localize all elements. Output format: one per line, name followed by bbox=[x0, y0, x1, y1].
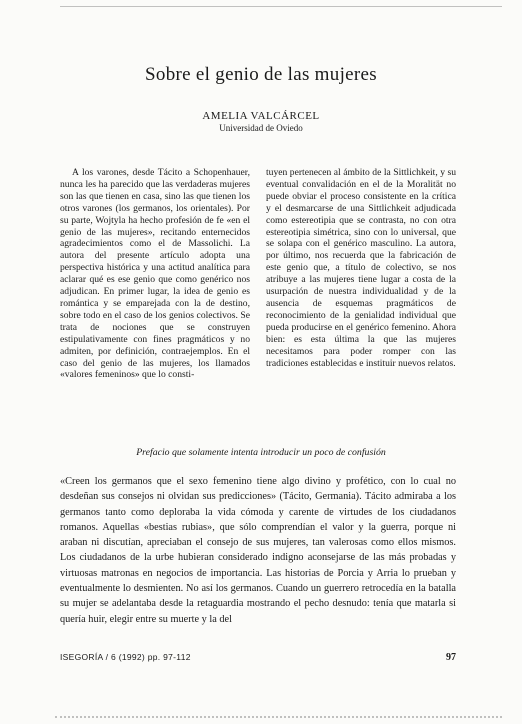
body-text bbox=[60, 474, 456, 627]
author-affiliation: Universidad de Oviedo bbox=[219, 123, 303, 133]
body-paragraph: «Creen los germanos que el sexo femenino tiene algo divino y profético, con lo cual no desdeñan sus consejos ni olvidan sus predicciones» (Tácito, Germania). Tácito admiraba a los germanos tanto como deploraba la vida cómoda y carente de virtudes de los ciudadanos romanos. Aquellas «bestias rubias», que sólo comprendían el valor y la guerra, porque ni araban ni discutían, apreciaban el consejo de sus mujeres, tan valerosas como ellos mismos. Los ciudadanos de la urbe hubieran considerado indigno aconsejarse de las más probadas y virtuosas matronas en negocios de importancia. Las historias de Porcia y Arria lo prueban y eventualmente lo desmienten. No así los germanos. Cuando un guerrero retrocedía en la batalla su mujer se adelantaba desde la retaguardia mostrando el pecho desnudo: tenía que matarla si quería huir, elegir entre su muerte y la del bbox=[60, 476, 456, 625]
scan-bottom-edge bbox=[55, 716, 502, 718]
abstract-column-right bbox=[266, 167, 456, 381]
abstract-columns bbox=[60, 167, 456, 381]
scan-edge-mark bbox=[60, 6, 502, 17]
abstract-paragraph: A los varones, desde Tácito a Schopenhauer, nunca les ha parecido que las verdaderas mujeres son las que tienen en casa, sino las que tienen los otros varones (los germanos, los orientales). Por su parte, Wojtyla ha hecho profesión de fe «en el genio de las mujeres», recitando enternecidos agradecimientos como el de Massolichi. La autora del presente artículo adopta una perspectiva histórica y una actitud analítica para aclarar qué es ese genio que como genérico nos adjudican. En primer lugar, la idea de genio es romántica y se emparejada con la de destino, sobre todo en el caso de los genios colectivos. Se trata de nociones que se construyen estipulativamente con fines pragmáticos y no admiten, por definición, contraejemplos. En el caso del genio de las mujeres, los llamados «valores femeninos» que lo consti- bbox=[60, 167, 250, 381]
abstract-paragraph: tuyen pertenecen al ámbito de la Sittlichkeit, y su eventual convalidación en el de la Moralität no puede obviar el proceso consistente en la crítica y el desmarcarse de una Sittlichkeit adjudicada como estereotipia que se contrasta, no con otra estereotipia simétrica, sino con lo universal, que se solapa con el genérico masculino. La autora, por último, nos recuerda que la fabricación de este genio que, a título de colectivo, se nos atribuye a las mujeres tiene lugar a costa de la usurpación de nuestra individualidad y de la ausencia de esquemas pragmáticos de reconocimiento de la genialidad individual que pueda producirse en el genérico femenino. Ahora bien: es esta última la que las mujeres necesitamos para poder romper con las tradiciones establecidas e instituir nuevos relatos. bbox=[266, 167, 456, 369]
article-title: Sobre el genio de las mujeres bbox=[145, 64, 377, 85]
page-footer bbox=[60, 652, 456, 663]
author-name: AMELIA VALCÁRCEL bbox=[202, 110, 320, 122]
abstract-column-left bbox=[60, 167, 250, 381]
journal-citation: ISEGORÍA / 6 (1992) pp. 97-112 bbox=[60, 652, 191, 662]
section-heading: Prefacio que solamente intenta introducir un poco de confusión bbox=[136, 447, 386, 458]
page-number: 97 bbox=[446, 652, 456, 663]
